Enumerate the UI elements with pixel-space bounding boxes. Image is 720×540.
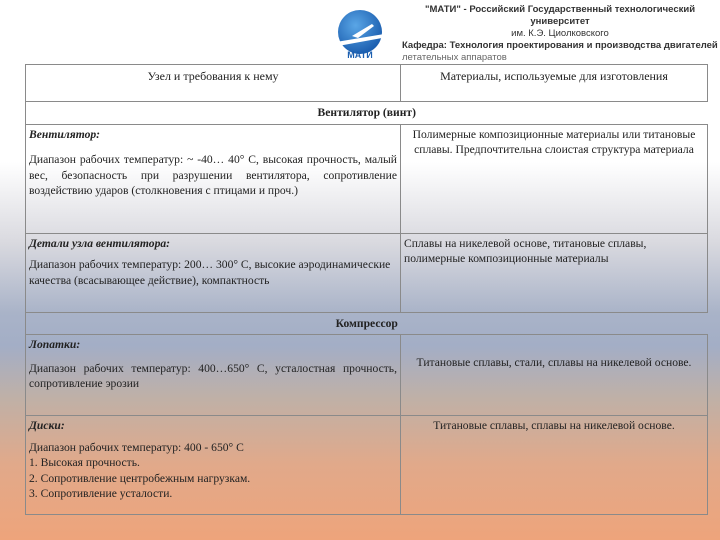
- row-materials: Титановые сплавы, стали, сплавы на никелевой основе.: [416, 356, 692, 369]
- materials-table: [25, 64, 708, 515]
- university-name: "МАТИ" - Российский Государственный технологический университет: [424, 4, 696, 27]
- section-title-compressor: Компрессор: [26, 312, 708, 335]
- department-name: Кафедра: Технология проектирования и производства двигателей: [402, 40, 718, 51]
- table-row: [26, 335, 708, 416]
- row-desc: Диапазон рабочих температур: 200… 300° С, высокие аэродинамические качества (всасывающее действие), компактность: [29, 258, 391, 287]
- row-materials: Полимерные композиционные материалы или титановые сплавы. Предпочтительна слоистая структура материала: [412, 127, 696, 156]
- section-row: [26, 312, 708, 335]
- row-name: Вентилятор:: [29, 127, 101, 141]
- university-named-after: им. К.Э. Циолковского: [511, 28, 609, 39]
- section-title-fan: Вентилятор (винт): [26, 102, 708, 125]
- row-desc-line: 1. Высокая прочность.: [29, 456, 140, 469]
- row-materials: Сплавы на никелевой основе, титановые сплавы, полимерные композиционные материалы: [404, 236, 647, 265]
- row-desc: Диапазон рабочих температур: ~ -40… 40° С, высокая прочность, малый вес, безопасность при разрушении вентилятора, сопротивление воздействию ударов (столкновения с птицами и проч.): [29, 153, 397, 197]
- header: [0, 0, 720, 62]
- row-name: Лопатки:: [29, 338, 81, 351]
- table-row: [26, 233, 708, 312]
- row-name: Детали узла вентилятора:: [29, 236, 171, 250]
- svg-text:МАТИ: МАТИ: [347, 50, 373, 60]
- table-header-row: [26, 65, 708, 102]
- row-materials: Титановые сплавы, сплавы на никелевой основе.: [433, 419, 675, 432]
- department-name-cont: летательных аппаратов: [402, 52, 507, 63]
- section-row: [26, 102, 708, 125]
- table-row: [26, 124, 708, 233]
- row-desc-line: 2. Сопротивление центробежным нагрузкам.: [29, 471, 251, 485]
- row-desc-line: 3. Сопротивление усталости.: [29, 487, 173, 500]
- mati-logo: [332, 6, 388, 62]
- row-name: Диски:: [29, 419, 65, 432]
- row-desc: Диапазон рабочих температур: 400…650° С, усталостная прочность, сопротивление эрозии: [29, 361, 397, 390]
- col1-header: Узел и требования к нему: [26, 65, 401, 102]
- table-row: [26, 416, 708, 515]
- col2-header: Материалы, используемые для изготовления: [401, 65, 708, 102]
- row-desc-line: Диапазон рабочих температур: 400 - 650° С: [29, 440, 244, 454]
- university-header: [402, 4, 718, 64]
